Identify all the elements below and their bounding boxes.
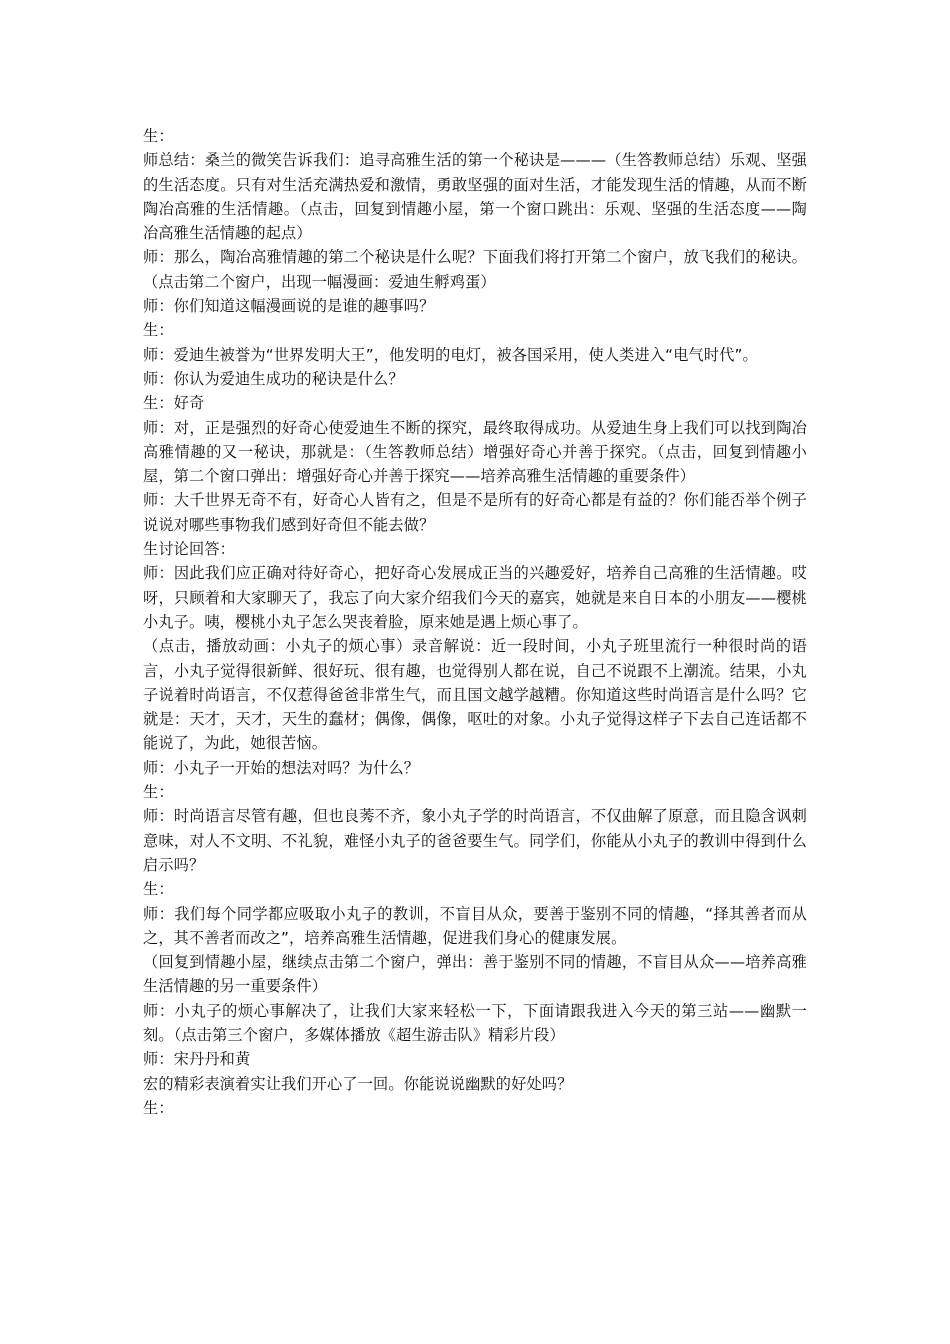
paragraph: 师：小丸子一开始的想法对吗？为什么？ — [143, 758, 420, 777]
paragraph: 师：因此我们应正确对待好奇心，把好奇心发展成正当的兴趣爱好，培养自己高雅的生活情趣。哎呀，只顾着和大家聊天了，我忘了向大家介绍我们今天的嘉宾，她就是来自日本的小朋友——樱桃小丸子。咦，樱桃小丸子怎么哭丧着脸，原来她是遇上烦心事了。 — [143, 564, 807, 631]
paragraph: 师：大千世界无奇不有，好奇心人皆有之，但是不是所有的好奇心都是有益的？你们能否举个例子说说对哪些事物我们感到好奇但不能去做？ — [143, 491, 807, 534]
paragraph: 生： — [143, 783, 174, 802]
paragraph: 师：你们知道这幅漫画说的是谁的趣事吗？ — [143, 297, 435, 316]
paragraph: 师：爱迪生被誉为“世界发明大王”，他发明的电灯，被各国采用，使人类进入“电气时代”。 — [143, 345, 758, 364]
paragraph: 宏的精彩表演着实让我们开心了一回。你能说说幽默的好处吗？ — [143, 1074, 573, 1093]
paragraph: 生： — [143, 880, 174, 899]
paragraph: 师：那么，陶冶高雅情趣的第二个秘诀是什么呢？下面我们将打开第二个窗户，放飞我们的秘诀。（点击第二个窗户，出现一幅漫画：爱迪生孵鸡蛋） — [143, 248, 807, 291]
paragraph: 生： — [143, 1098, 174, 1117]
paragraph: 师：对，正是强烈的好奇心使爱迪生不断的探究，最终取得成功。从爱迪生身上我们可以找到陶冶高雅情趣的又一秘诀，那就是：（生答教师总结）增强好奇心并善于探究。（点击，回复到情趣小屋，第二个窗口弹出：增强好奇心并善于探究——培养高雅生活情趣的重要条件） — [143, 418, 807, 486]
paragraph: 生讨论回答： — [143, 540, 236, 559]
paragraph: 师：我们每个同学都应吸取小丸子的教训，不盲目从众，要善于鉴别不同的情趣，“择其善者而从之，其不善者而改之”，培养高雅生活情趣，促进我们身心的健康发展。 — [143, 904, 807, 947]
paragraph: 师：小丸子的烦心事解决了，让我们大家来轻松一下，下面请跟我进入今天的第三站——幽默一刻。（点击第三个窗户，多媒体播放《超生游击队》精彩片段） — [143, 1001, 807, 1044]
document-body — [143, 124, 807, 1120]
paragraph: （回复到情趣小屋，继续点击第二个窗户，弹出：善于鉴别不同的情趣，不盲目从众——培养高雅生活情趣的另一重要条件） — [143, 953, 807, 996]
paragraph: （点击，播放动画：小丸子的烦心事）录音解说：近一段时间，小丸子班里流行一种很时尚的语言，小丸子觉得很新鲜、很好玩、很有趣，也觉得别人都在说，自己不说跟不上潮流。结果，小丸子说着时尚语言，不仅惹得爸爸非常生气，而且国文越学越糟。你知道这些时尚语言是什么吗？它就是：天才，天才，天生的蠢材；偶像，偶像，呕吐的对象。小丸子觉得这样子下去自己连话都不能说了，为此，她很苦恼。 — [143, 637, 807, 753]
paragraph: 师总结：桑兰的微笑告诉我们：追寻高雅生活的第一个秘诀是———（生答教师总结）乐观、坚强的生活态度。只有对生活充满热爱和激情，勇敢坚强的面对生活，才能发现生活的情趣，从而不断陶冶高雅的生活情趣。（点击，回复到情趣小屋，第一个窗口跳出：乐观、坚强的生活态度——陶冶高雅生活情趣的起点） — [143, 151, 807, 243]
paragraph: 师：时尚语言尽管有趣，但也良莠不齐，象小丸子学的时尚语言，不仅曲解了原意，而且隐含讽刺意味，对人不文明、不礼貌，难怪小丸子的爸爸要生气。同学们，你能从小丸子的教训中得到什么启示吗？ — [143, 807, 807, 874]
paragraph: 生： — [143, 127, 174, 145]
paragraph: 生：好奇 — [143, 394, 205, 413]
paragraph: 师：宋丹丹和黄 — [143, 1050, 251, 1069]
paragraph: 师：你认为爱迪生成功的秘诀是什么？ — [143, 369, 404, 388]
paragraph: 生： — [143, 321, 174, 340]
